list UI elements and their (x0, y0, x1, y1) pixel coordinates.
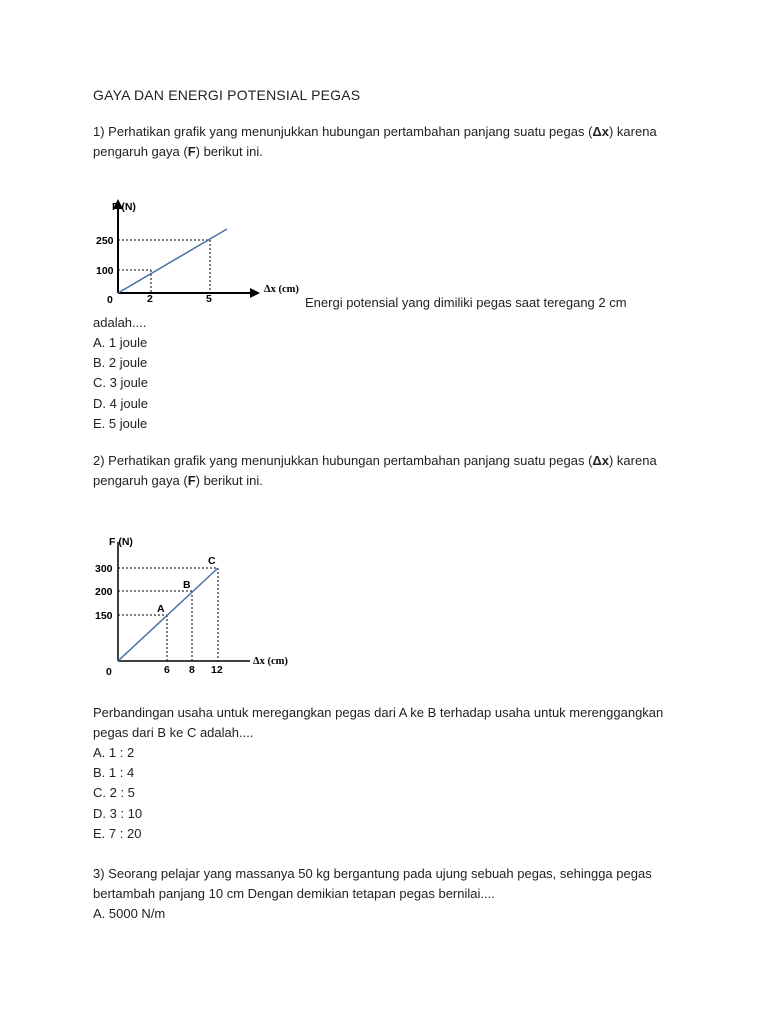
q1-origin-label: 0 (107, 294, 113, 306)
page-title: GAYA DAN ENERGI POTENSIAL PEGAS (93, 87, 361, 103)
q2-intro-line1: 2) Perhatikan grafik yang menunjukkan hubungan pertambahan panjang suatu pegas (Δx) karena (93, 453, 657, 468)
q1-option-a: A. 1 joule (93, 335, 148, 350)
q2-x-tick-12: 12 (211, 664, 223, 676)
q2-point-b-label: B (183, 579, 191, 591)
q2-option-d: D. 3 : 10 (93, 806, 143, 821)
q2-point-a-label: A (157, 603, 165, 615)
q2-point-c-label: C (208, 555, 216, 567)
q2-y-label: F (N) (109, 536, 133, 548)
q2-data-line (118, 568, 218, 661)
q2-option-b: B. 1 : 4 (93, 765, 135, 780)
q2-option-e: E. 7 : 20 (93, 826, 142, 841)
q1-question-line1: Energi potensial yang dimiliki pegas saat teregang 2 cm (305, 295, 627, 310)
q2-intro-line2: pengaruh gaya (F) berikut ini. (93, 473, 263, 488)
q2-y-tick-150: 150 (95, 610, 113, 622)
q1-x-tick-5: 5 (206, 293, 212, 305)
q2-origin-label: 0 (106, 666, 112, 678)
q2-x-label: Δx (cm) (253, 656, 288, 667)
q2-y-tick-200: 200 (95, 586, 113, 598)
q1-y-label: F (N) (112, 201, 136, 213)
q1-option-b: B. 2 joule (93, 355, 148, 370)
q3-line2: bertambah panjang 10 cm Dengan demikian tetapan pegas bernilai.... (93, 886, 495, 901)
q1-data-line (118, 229, 227, 293)
q1-option-d: D. 4 joule (93, 396, 148, 411)
q2-question-line1: Perbandingan usaha untuk meregangkan pegas dari A ke B terhadap usaha untuk merenggangkan (93, 705, 664, 720)
q1-option-e: E. 5 joule (93, 416, 148, 431)
q2-option-c: C. 2 : 5 (93, 785, 135, 800)
q2-y-tick-300: 300 (95, 563, 113, 575)
q1-intro-line1: 1) Perhatikan grafik yang menunjukkan hubungan pertambahan panjang suatu pegas (Δx) karena (93, 124, 657, 139)
q3-option-a: A. 5000 N/m (93, 906, 166, 921)
q3-line1: 3) Seorang pelajar yang massanya 50 kg bergantung pada ujung sebuah pegas, sehingga pegas (93, 866, 652, 881)
q2-x-tick-8: 8 (189, 664, 195, 676)
q1-question-line2: adalah.... (93, 315, 147, 330)
q2-question-line2: pegas dari B ke C adalah.... (93, 725, 254, 740)
q2-x-tick-6: 6 (164, 664, 170, 676)
q1-x-tick-2: 2 (147, 293, 153, 305)
q1-option-c: C. 3 joule (93, 375, 148, 390)
q1-y-tick-100: 100 (96, 265, 114, 277)
q1-intro-line2: pengaruh gaya (F) berikut ini. (93, 144, 263, 159)
q1-x-arrow-icon (250, 288, 260, 298)
q1-x-label: Δx (cm) (264, 284, 299, 295)
q2-option-a: A. 1 : 2 (93, 745, 135, 760)
q1-graph (90, 195, 320, 310)
q1-y-tick-250: 250 (96, 235, 114, 247)
q2-graph (90, 530, 330, 680)
